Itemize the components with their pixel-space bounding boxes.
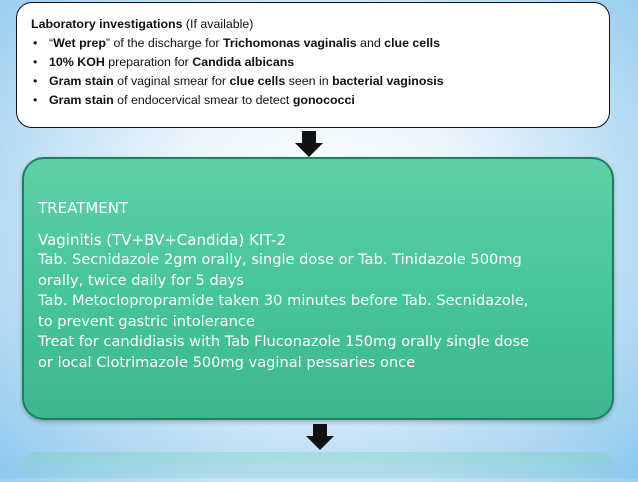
lab-title: Laboratory investigations (If available) bbox=[31, 17, 254, 31]
treatment-line: Tab. Secnidazole 2gm orally, single dose or Tab. Tinidazole 500mg bbox=[38, 251, 522, 268]
lab-list bbox=[31, 34, 595, 110]
down-arrow-icon bbox=[295, 131, 323, 157]
list-item: • Gram stain of vaginal smear for clue cells seen in bacterial vaginosis bbox=[49, 72, 595, 91]
treatment-line: Treat for candidiasis with Tab Fluconazole 150mg orally single dose bbox=[38, 333, 530, 350]
down-arrow-icon bbox=[306, 424, 334, 450]
list-item: • 10% KOH preparation for Candida albicans bbox=[49, 53, 595, 72]
treatment-line: Tab. Metoclopropramide taken 30 minutes before Tab. Secnidazole, bbox=[38, 292, 529, 309]
treatment-heading: TREATMENT bbox=[38, 199, 129, 217]
treatment-line: to prevent gastric intolerance bbox=[38, 312, 255, 330]
treatment-line: or local Clotrimazole 500mg vaginal pessaries once bbox=[38, 353, 416, 371]
list-item: • Gram stain of endocervical smear to detect gonococci bbox=[49, 91, 595, 110]
treatment-line: orally, twice daily for 5 days bbox=[38, 271, 244, 289]
kit-title: Vaginitis (TV+BV+Candida) KIT-2 bbox=[38, 231, 286, 249]
laboratory-investigations-box bbox=[16, 2, 610, 128]
treatment-box bbox=[22, 157, 614, 420]
list-item: • “Wet prep” of the discharge for Trichomonas vaginalis and clue cells bbox=[49, 34, 595, 53]
